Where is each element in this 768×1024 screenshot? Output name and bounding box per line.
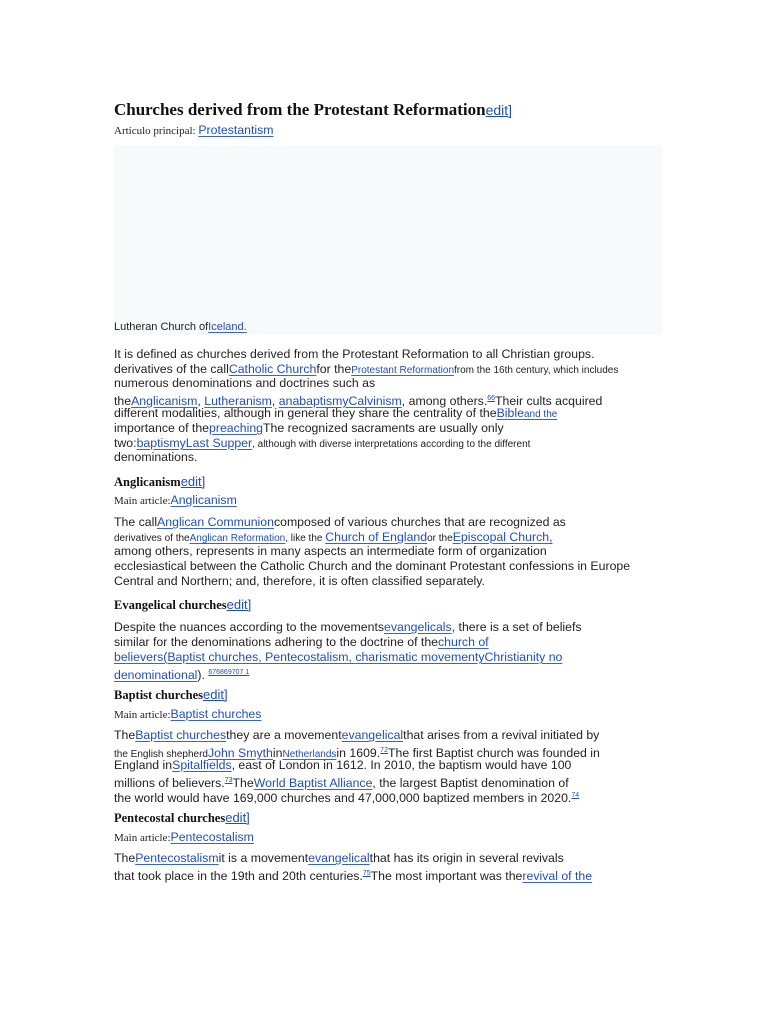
main-article-link-protestantism[interactable]: Protestantism [198, 123, 274, 137]
text: , [197, 394, 205, 409]
main-article-note [114, 830, 254, 844]
text: similar for the denominations adhering to the doctrine of the [114, 635, 439, 649]
link-anabaptism[interactable]: anabaptismy [278, 394, 349, 409]
anglicanism-line-1 [114, 515, 566, 530]
baptist-line-3 [114, 758, 571, 773]
text: , east of London in 1612. In 2010, the baptism would have 100 [231, 758, 572, 772]
baptist-line-1 [114, 728, 599, 743]
link-evangelicals[interactable]: evangelicals [384, 620, 452, 634]
citation-72[interactable]: 72 [380, 747, 388, 754]
heading-title: Baptist churches [114, 688, 204, 702]
main-article-link-baptist-churches[interactable]: Baptist churches [170, 707, 262, 721]
text: that arises from a revival initiated by [403, 728, 600, 742]
text: , among others. [401, 394, 488, 409]
text: in [272, 746, 283, 761]
anglicanism-heading [114, 474, 205, 490]
caption-link-iceland[interactable]: Iceland. [208, 321, 247, 333]
link-catholic-church[interactable]: Catholic Church [228, 362, 317, 376]
link-netherlands[interactable]: Netherlands [282, 749, 337, 761]
text: that took place in the 19th and 20th centuries. [114, 869, 363, 884]
main-article-link-anglicanism[interactable]: Anglicanism [170, 493, 237, 507]
intro-line-6 [114, 421, 504, 436]
anglicanism-line-4: ecclesiastical between the Catholic Church and the dominant Protestant confessions in Europe [114, 559, 631, 573]
text: The [114, 728, 136, 742]
edit-link[interactable]: edit] [180, 474, 206, 489]
main-article-prefix: Artículo principal: [114, 125, 199, 137]
citation-73[interactable]: 73 [224, 777, 233, 784]
section-heading [114, 100, 512, 120]
image-caption [114, 321, 247, 333]
main-article-prefix: Main article: [114, 495, 171, 507]
heading-title: Evangelical churches [114, 598, 227, 612]
anglicanism-line-5: Central and Northern; and, therefore, it is often classified separately. [114, 574, 485, 588]
text: The call [114, 515, 158, 529]
text: The [232, 776, 254, 791]
baptist-heading [114, 687, 228, 703]
link-protestant-reformation[interactable]: Protestant Reformation [351, 365, 455, 376]
intro-line-5 [114, 406, 557, 422]
main-article-prefix: Main article: [114, 832, 171, 844]
intro-line-1: It is defined as churches derived from the Protestant Reformation to all Christian groups. [114, 347, 595, 361]
link-evangelical[interactable]: evangelical [308, 851, 370, 865]
text: England in [114, 758, 173, 772]
link-non-denominational-christianity[interactable]: Christianity no [484, 650, 563, 664]
text: in 1609. [336, 746, 381, 761]
anglicanism-line-3: among others, represents in many aspects an intermediate form of organization [114, 544, 547, 558]
text: ). [197, 668, 205, 683]
edit-link[interactable]: edit] [203, 687, 228, 702]
baptist-line-5 [114, 788, 579, 806]
text: The [114, 851, 136, 865]
text: The first Baptist church was founded in [387, 746, 600, 761]
link-anglican-reformation[interactable]: Anglican Reformation [189, 533, 286, 544]
link-believers[interactable]: believers [114, 650, 164, 664]
evangelical-heading [114, 597, 251, 613]
link-lutheranism[interactable]: Lutheranism [204, 394, 272, 409]
text: The most important was the [370, 869, 523, 884]
text: the English shepherd [114, 749, 208, 761]
link-preaching[interactable]: preaching [209, 421, 264, 435]
link-church-of-england[interactable]: Church of England [325, 530, 428, 544]
link-charismatic-movement[interactable]: charismatic movementy [355, 650, 485, 664]
evangelical-line-3 [114, 650, 562, 665]
citation-74[interactable]: 74 [571, 792, 580, 799]
citations-67-71[interactable]: 676869707 1 [208, 669, 250, 676]
edit-link[interactable]: edit] [226, 597, 252, 612]
pentecostal-line-2 [114, 866, 592, 884]
pentecostal-heading [114, 810, 250, 826]
edit-link[interactable]: edit] [225, 810, 250, 825]
link-world-baptist-alliance[interactable]: World Baptist Alliance [253, 776, 373, 791]
link-john-smyth[interactable]: John Smyth [207, 746, 273, 761]
text: , the largest Baptist denomination of [372, 776, 569, 791]
link-pentecostalism[interactable]: Pentecostalism [265, 650, 349, 664]
text: ( [163, 650, 168, 664]
text: from the 16th century, which includes [454, 365, 619, 376]
text: Their cults acquired [495, 394, 603, 409]
link-bible[interactable]: Bible [496, 406, 524, 420]
link-calvinism[interactable]: Calvinism [348, 394, 402, 409]
main-article-note [114, 123, 274, 137]
text: it is a movement [218, 851, 309, 865]
main-article-note [114, 707, 261, 721]
link-denominational[interactable]: denominational [114, 668, 198, 683]
evangelical-line-4 [114, 665, 249, 683]
text: two: [114, 436, 137, 450]
text: , although with diverse interpretations according to the different [252, 439, 531, 450]
link-baptist-churches[interactable]: Baptist churches [135, 728, 227, 742]
text: millions of believers. [114, 776, 225, 791]
text: , [271, 394, 279, 409]
text: they are a movement [226, 728, 342, 742]
link-episcopal-church[interactable]: Episcopal Church [452, 530, 550, 544]
text: the [114, 394, 132, 409]
link-revival[interactable]: revival of the [522, 869, 593, 884]
text: The recognized sacraments are usually only [263, 421, 504, 435]
link-anglican-communion[interactable]: Anglican Communion [157, 515, 274, 529]
caption-text: Lutheran Church of [114, 321, 209, 333]
intro-line-8: denominations. [114, 450, 198, 464]
link-spitalfields[interactable]: Spitalfields [172, 758, 232, 772]
text: the world would have 169,000 churches and 47,000,000 baptized members in 2020. [114, 791, 572, 806]
link-baptist-churches[interactable]: Baptist churches [167, 650, 259, 664]
text: and the [523, 409, 558, 420]
main-article-link-pentecostalism[interactable]: Pentecostalism [170, 830, 254, 844]
pentecostal-line-1 [114, 851, 564, 866]
text: , [348, 650, 356, 664]
heading-title: Anglicanism [114, 475, 181, 489]
text: , like the [285, 533, 326, 544]
evangelical-line-1 [114, 620, 582, 635]
text: for the [316, 362, 352, 376]
intro-line-3: numerous denominations and doctrines such as [114, 376, 376, 390]
evangelical-line-2 [114, 635, 489, 650]
text: importance of the [114, 421, 210, 435]
church-image [114, 145, 662, 335]
text: composed of various churches that are recognized as [273, 515, 566, 529]
text: , there is a set of beliefs [451, 620, 582, 634]
text: derivatives of the call [114, 362, 229, 376]
text: that has its origin in several revivals [369, 851, 564, 865]
citation-75[interactable]: 75 [362, 870, 371, 877]
edit-link[interactable]: edit] [485, 102, 513, 118]
text: Despite the nuances according to the movements [114, 620, 385, 634]
text: derivatives of the [114, 533, 190, 544]
citation-66[interactable]: 66 [487, 395, 496, 402]
section-title: Churches derived from the Protestant Reformation [114, 100, 486, 119]
text: different modalities, although in general they share the centrality of the [114, 406, 497, 420]
main-article-note [114, 493, 237, 507]
link-anglicanism[interactable]: Anglicanism [131, 394, 198, 409]
text: , [549, 530, 553, 544]
link-last-supper[interactable]: Last Supper [185, 436, 253, 450]
link-evangelical[interactable]: evangelical [341, 728, 404, 742]
link-pentecostalism[interactable]: Pentecostalism [135, 851, 219, 865]
main-article-prefix: Main article: [114, 709, 171, 721]
link-baptism[interactable]: baptismy [136, 436, 186, 450]
text: or the [427, 533, 453, 544]
link-church-of-believers[interactable]: church of [438, 635, 489, 649]
heading-title: Pentecostal churches [114, 811, 226, 825]
text: , [258, 650, 266, 664]
